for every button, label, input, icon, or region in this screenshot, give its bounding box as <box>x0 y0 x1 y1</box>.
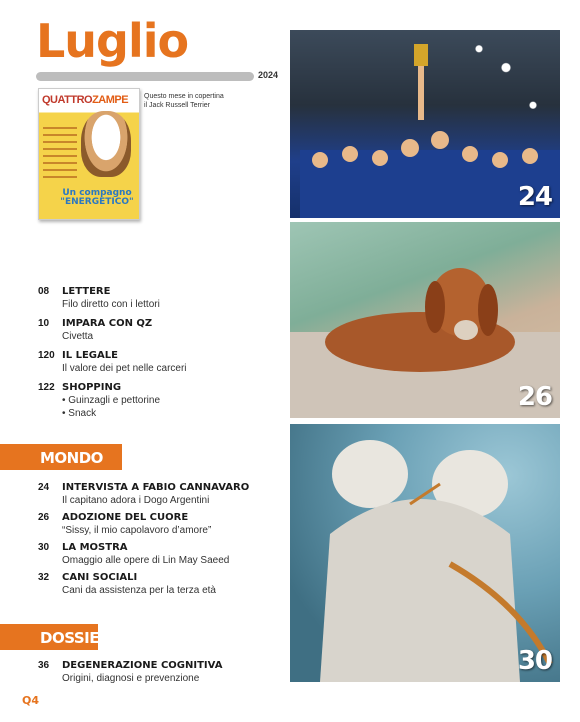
cover-note: Questo mese in copertina il Jack Russell Terrier <box>144 93 224 110</box>
toc-description: “Sissy, il mio capolavoro d’amore” <box>62 525 212 536</box>
toc-title: SHOPPING <box>62 382 122 393</box>
section-banner-dossier <box>0 624 111 650</box>
photo-sculpture[interactable] <box>290 424 560 682</box>
cover-dog-image <box>81 111 131 177</box>
photo-page-number: 26 <box>517 382 552 412</box>
toc-title: INTERVISTA A FABIO CANNAVARO <box>62 482 250 493</box>
sculpture-illustration <box>290 424 560 682</box>
toc-description: Filo diretto con i lettori <box>62 299 160 310</box>
toc-title: DEGENERAZIONE COGNITIVA <box>62 660 223 671</box>
toc-title: IL LEGALE <box>62 350 118 361</box>
toc-page-number: 122 <box>38 382 55 393</box>
photo-football-celebration[interactable] <box>290 30 560 218</box>
footer-page-number: Q4 <box>22 694 40 707</box>
toc-page-number: 08 <box>38 286 50 297</box>
toc-title: ADOZIONE DEL CUORE <box>62 512 189 523</box>
toc-description: Civetta <box>62 331 94 342</box>
toc-page-number: 26 <box>38 512 50 523</box>
cover-masthead: QUATTROZAMPE <box>42 94 129 106</box>
month-title: Luglio <box>36 14 189 68</box>
toc-title: LA MOSTRA <box>62 542 128 553</box>
title-bar <box>36 72 254 81</box>
cover-headlines-graphic <box>43 127 77 183</box>
magazine-cover-thumbnail[interactable] <box>38 88 140 220</box>
toc-description: • Guinzagli e pettorine <box>62 395 161 406</box>
section-title: DOSSIER <box>40 629 111 647</box>
photo-dog-adoption[interactable] <box>290 222 560 418</box>
toc-title: CANI SOCIALI <box>62 572 138 583</box>
toc-page-number: 120 <box>38 350 55 361</box>
section-title: MONDO PET <box>40 449 103 485</box>
photo-page-number: 24 <box>517 182 552 212</box>
toc-description: Il capitano adora i Dogo Argentini <box>62 495 210 506</box>
toc-title: IMPARA CON QZ <box>62 318 153 329</box>
photo-page-number: 30 <box>517 646 552 676</box>
toc-description: Origini, diagnosi e prevenzione <box>62 673 200 684</box>
toc-title: LETTERE <box>62 286 111 297</box>
section-banner-mondo-pet <box>0 444 122 485</box>
cover-tagline: Un compagno "ENERGETICO" <box>60 188 134 208</box>
year-label: 2024 <box>258 70 279 80</box>
toc-description: Cani da assistenza per la terza età <box>62 585 216 596</box>
toc-description-2: • Snack <box>62 408 97 419</box>
toc-description: Il valore dei pet nelle carceri <box>62 363 187 374</box>
toc-page-number: 36 <box>38 660 50 671</box>
toc-page-number: 10 <box>38 318 50 329</box>
toc-page-number: 32 <box>38 572 50 583</box>
toc-page-number: 30 <box>38 542 50 553</box>
toc-page-number: 24 <box>38 482 50 493</box>
toc-description: Omaggio alle opere di Lin May Saeed <box>62 555 230 566</box>
